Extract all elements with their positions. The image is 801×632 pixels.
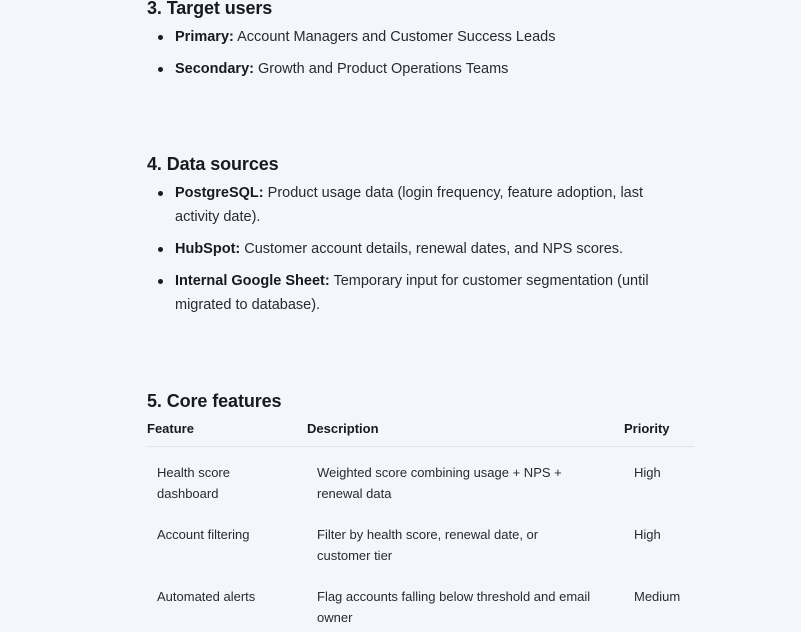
- item-text: Temporary input for customer segmentation (until migrated to database).: [175, 273, 649, 313]
- priority-cell: Medium: [634, 589, 681, 604]
- item-text: Account Managers and Customer Success Leads: [237, 29, 556, 45]
- column-header-feature: Feature: [147, 421, 307, 447]
- item-label: PostgreSQL:: [175, 185, 264, 201]
- bullet-icon: [158, 191, 163, 196]
- column-header-priority: Priority: [624, 421, 694, 447]
- section-data-sources: [147, 154, 680, 317]
- item-label: Primary:: [175, 29, 234, 45]
- item-text: Product usage data (login frequency, feature adoption, last activity date).: [175, 185, 644, 225]
- list-item: [147, 237, 680, 261]
- feature-text: Automated alerts: [157, 589, 256, 604]
- item-label: Internal Google Sheet:: [175, 273, 330, 289]
- table-row: [147, 508, 694, 570]
- section-heading: 3. Target users: [147, 0, 273, 18]
- item-text: Growth and Product Operations Teams: [258, 61, 509, 77]
- table-row: [147, 447, 694, 508]
- bullet-icon: [158, 247, 163, 252]
- description-cell: [307, 447, 624, 508]
- data-sources-list: [147, 181, 680, 317]
- feature-text: Account filtering: [157, 527, 250, 542]
- feature-cell: [147, 447, 307, 508]
- list-item: [147, 269, 680, 317]
- bullet-icon: [158, 279, 163, 284]
- list-item: [147, 181, 665, 229]
- bullet-icon: [158, 35, 163, 40]
- table-header-row: [147, 421, 694, 447]
- feature-text: Health score dashboard: [157, 465, 230, 501]
- item-text: Customer account details, renewal dates, and NPS scores.: [244, 241, 624, 257]
- features-table: [147, 421, 694, 632]
- description-cell: [307, 508, 624, 570]
- section-core-features: [147, 391, 767, 632]
- priority-cell: High: [634, 527, 661, 542]
- feature-cell: [147, 508, 307, 570]
- description-text: Filter by health score, renewal date, or customer tier: [317, 527, 539, 563]
- description-text: Weighted score combining usage + NPS + renewal data: [317, 465, 562, 501]
- list-item: [147, 25, 555, 49]
- list-item: [147, 57, 555, 81]
- section-target-users: [147, 0, 555, 81]
- table-row: [147, 570, 694, 632]
- section-heading: 4. Data sources: [147, 154, 279, 174]
- section-heading: 5. Core features: [147, 391, 282, 411]
- target-users-list: [147, 25, 555, 81]
- item-label: Secondary:: [175, 61, 254, 77]
- description-text: Flag accounts falling below threshold and email owner: [317, 589, 591, 625]
- column-header-description: Description: [307, 421, 624, 447]
- feature-cell: [147, 570, 307, 632]
- description-cell: [307, 570, 624, 632]
- item-label: HubSpot:: [175, 241, 241, 257]
- bullet-icon: [158, 67, 163, 72]
- priority-cell: High: [634, 465, 661, 480]
